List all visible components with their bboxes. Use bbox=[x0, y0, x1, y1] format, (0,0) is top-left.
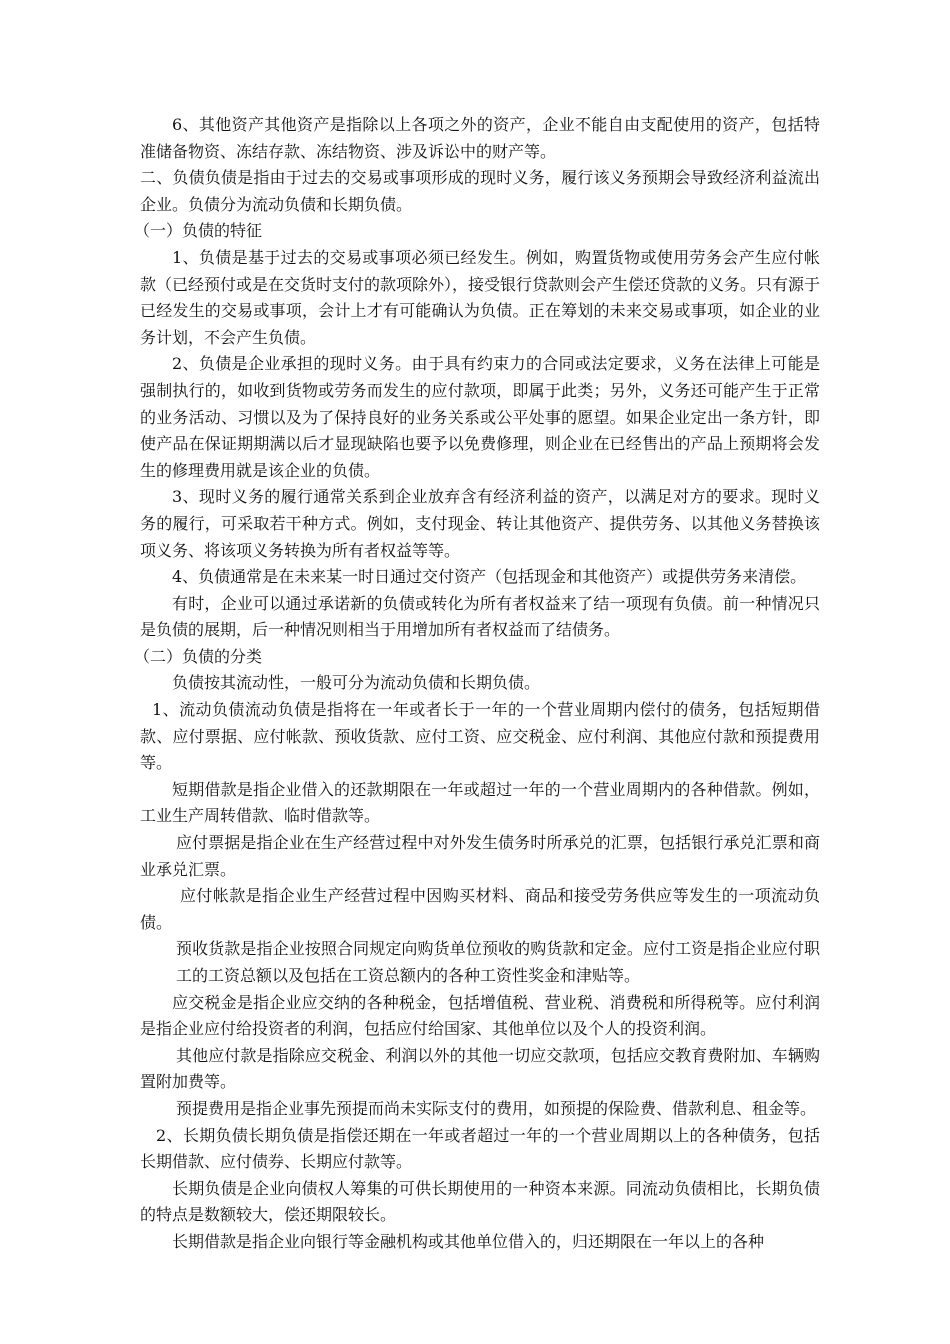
paragraph-accounts-payable: 应付帐款是指企业生产经营过程中因购买材料、商品和接受劳务供应等发生的一项流动负债。 bbox=[140, 886, 820, 932]
paragraph-long-term-loans: 长期借款是指企业向银行等金融机构或其他单位借入的，归还期限在一年以上的各种 bbox=[172, 1231, 765, 1251]
document-page bbox=[134, 112, 821, 1256]
paragraph-sometimes: 有时，企业可以通过承诺新的负债或转化为所有者权益来了结一项现有负债。前一种情况只是负债的展期，后一种情况则相当于用增加所有者权益而了结债务。 bbox=[140, 593, 820, 640]
paragraph-current-liabilities: 1、流动负债流动负债是指将在一年或者长于一年的一个营业周期内偿付的债务，包括短期借款、应付票据、应付帐款、预收货款、应付工资、应交税金、应付利润、其他应付款和预提费用等。 bbox=[140, 700, 820, 773]
section-heading-liability-features: （一）负债的特征 bbox=[134, 221, 263, 241]
paragraph-short-term-loans: 短期借款是指企业借入的还款期限在一年或超过一年的一个营业周期内的各种借款。例如，工业生产周转借款、临时借款等。 bbox=[140, 779, 820, 826]
paragraph-notes-payable: 应付票据是指企业在生产经营过程中对外发生债务时所承兑的汇票，包括银行承兑汇票和商业承兑汇票。 bbox=[140, 833, 820, 879]
paragraph-classification-intro: 负债按其流动性，一般可分为流动负债和长期负债。 bbox=[172, 673, 541, 693]
paragraph-accrued-expenses: 预提费用是指企业事先预提而尚未实际支付的费用，如预提的保险费、借款利息、租金等。 bbox=[176, 1098, 817, 1118]
paragraph-feature-2: 2、负债是企业承担的现时义务。由于具有约束力的合同或法定要求，义务在法律上可能是强制执行的，如收到货物或劳务而发生的应付款项，即属于此类；另外，义务还可能产生于正常的业务活动、习惯以及为了保持良好的业务关系或公平处事的愿望。如果企业定出一条方针，即使产品在保证期期满以后才显现缺陷也要予以免费修理，则企业在已经售出的产品上预期将会发生的修理费用就是该企业的负债。 bbox=[140, 354, 820, 480]
paragraph-feature-1: 1、负债是基于过去的交易或事项必须已经发生。例如，购置货物或使用劳务会产生应付帐款（已经预付或是在交货时支付的款项除外），接受银行贷款则会产生偿还贷款的义务。只有源于已经发生的交易或事项，会计上才有可能确认为负债。正在筹划的未来交易或事项，如企业的业务计划，不会产生负债。 bbox=[140, 247, 821, 347]
paragraph-long-term-features: 长期负债是企业向债权人筹集的可供长期使用的一种资本来源。同流动负债相比，长期负债的特点是数额较大，偿还期限较长。 bbox=[140, 1178, 820, 1225]
paragraph-taxes-payable: 应交税金是指企业应交纳的各种税金，包括增值税、营业税、消费税和所得税等。应付利润是指企业应付给投资者的利润，包括应付给国家、其他单位以及个人的投资利润。 bbox=[140, 992, 820, 1039]
paragraph-liabilities-definition: 二、负债负债是指由于过去的交易或事项形成的现时义务，履行该义务预期会导致经济利益流出企业。负债分为流动负债和长期负债。 bbox=[140, 168, 820, 214]
paragraph-advances-received: 预收货款是指企业按照合同规定向购货单位预收的购货款和定金。应付工资是指企业应付职工的工资总额以及包括在工资总额内的各种工资性奖金和津贴等。 bbox=[176, 939, 820, 985]
paragraph-other-payables: 其他应付款是指除应交税金、利润以外的其他一切应交款项，包括应交教育费附加、车辆购置附加费等。 bbox=[140, 1045, 820, 1092]
section-heading-liability-classification: （二）负债的分类 bbox=[134, 646, 263, 666]
paragraph-long-term-liabilities: 2、长期负债长期负债是指偿还期在一年或者超过一年的一个营业周期以上的各种债务，包括长期借款、应付债券、长期应付款等。 bbox=[140, 1125, 820, 1172]
paragraph-other-assets: 6、其他资产其他资产是指除以上各项之外的资产，企业不能自由支配使用的资产，包括特准储备物资、冻结存款、冻结物资、涉及诉讼中的财产等。 bbox=[140, 115, 820, 161]
paragraph-feature-4: 4、负债通常是在未来某一时日通过交付资产（包括现金和其他资产）或提供劳务来清偿。 bbox=[172, 567, 807, 587]
paragraph-feature-3: 3、现时义务的履行通常关系到企业放弃含有经济利益的资产，以满足对方的要求。现时义务的履行，可采取若干种方式。例如，支付现金、转让其他资产、提供劳务、以其他义务替换该项义务、将该项义务转换为所有者权益等等。 bbox=[140, 487, 820, 560]
